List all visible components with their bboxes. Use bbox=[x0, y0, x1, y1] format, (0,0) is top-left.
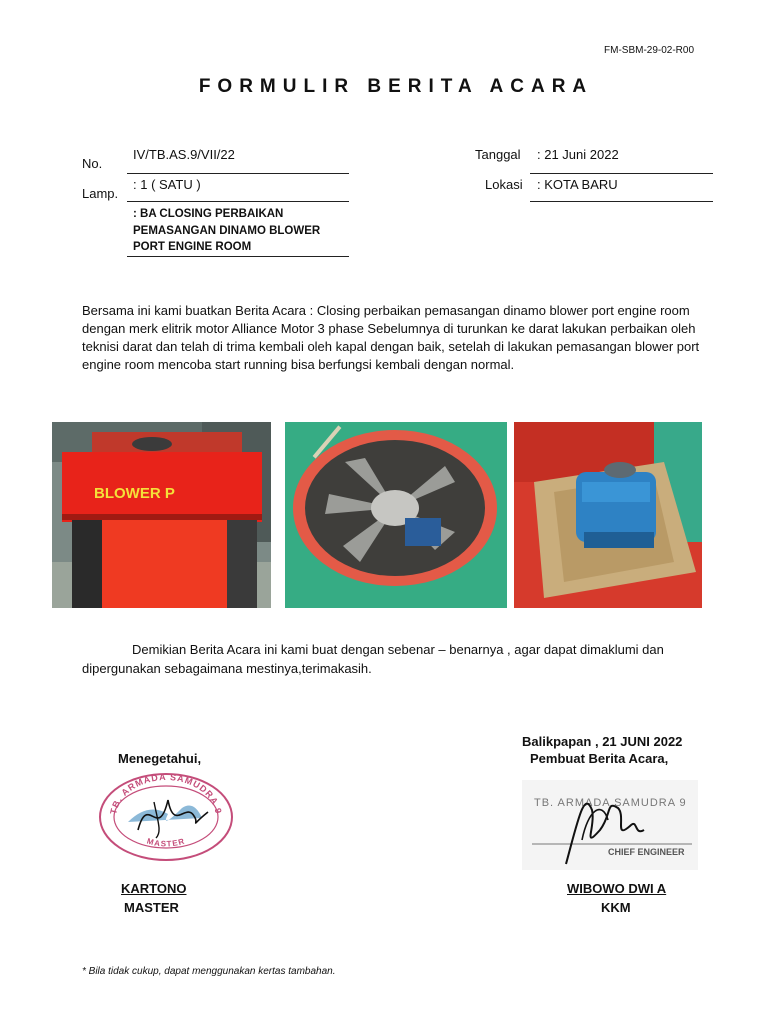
master-stamp-role: MASTER bbox=[145, 836, 187, 849]
left-signature-heading: Menegetahui, bbox=[118, 751, 202, 766]
no-value: IV/TB.AS.9/VII/22 bbox=[133, 147, 235, 162]
photo-blower-fan bbox=[285, 422, 507, 608]
right-place-date: Balikpapan , 21 JUNI 2022 bbox=[522, 734, 683, 749]
tanggal-value: : 21 Juni 2022 bbox=[537, 147, 619, 162]
left-signer-title: MASTER bbox=[124, 900, 179, 915]
right-signature-heading: Pembuat Berita Acara, bbox=[530, 751, 669, 766]
tanggal-underline bbox=[530, 173, 713, 174]
left-signer-name: KARTONO bbox=[121, 881, 187, 896]
no-underline bbox=[127, 173, 349, 174]
document-code: FM-SBM-29-02-R00 bbox=[604, 45, 695, 56]
page-title: FORMULIR BERITA ACARA bbox=[198, 76, 594, 97]
svg-text:MASTER bbox=[146, 836, 186, 848]
blower-label-text: BLOWER P bbox=[94, 485, 175, 502]
lamp-underline bbox=[127, 201, 349, 202]
no-label: No. bbox=[82, 156, 103, 171]
chief-stamp-text: TB. ARMADA SAMUDRA 9 bbox=[534, 797, 687, 809]
right-signer-title: KKM bbox=[601, 900, 631, 915]
chief-stamp-role: CHIEF ENGINEER bbox=[608, 847, 685, 857]
chief-engineer-stamp bbox=[522, 780, 698, 870]
tanggal-label: Tanggal bbox=[475, 147, 521, 162]
subject-underline bbox=[127, 256, 349, 257]
lokasi-value: : KOTA BARU bbox=[537, 177, 618, 192]
lokasi-label: Lokasi bbox=[485, 177, 523, 192]
master-stamp-text: TB. ARMADA SAMUDRA 9 bbox=[108, 772, 224, 816]
photo-blower-housing bbox=[52, 422, 271, 608]
closing-paragraph: Demikian Berita Acara ini kami buat dengan sebenar – benarnya , agar dapat dimaklumi dan dipergunakan sebagaimana mestinya,terimakasih. bbox=[82, 642, 664, 676]
lokasi-underline bbox=[530, 201, 713, 202]
lamp-value: : 1 ( SATU ) bbox=[133, 177, 201, 192]
master-stamp bbox=[98, 772, 234, 862]
right-signer-name: WIBOWO DWI A bbox=[567, 881, 667, 896]
subject-value: : BA CLOSING PERBAIKAN PEMASANGAN DINAMO BLOWER PORT ENGINE ROOM bbox=[133, 208, 321, 253]
lamp-label: Lamp. bbox=[82, 186, 119, 201]
body-paragraph: Bersama ini kami buatkan Berita Acara : Closing perbaikan pemasangan dinamo blower port engine room dengan merk elitrik motor Alliance Motor 3 phase Sebelumnya di turunkan ke darat lakukan perbaikan oleh teknisi darat dan telah di trima kembali oleh kapal dengan baik, setelah di lakukan pemasangan blower port engine room mencoba start running bisa berfungsi kembali dengan normal. bbox=[82, 303, 700, 372]
photo-electric-motor bbox=[514, 422, 702, 608]
footnote: * Bila tidak cukup, dapat menggunakan kertas tambahan. bbox=[82, 966, 336, 977]
